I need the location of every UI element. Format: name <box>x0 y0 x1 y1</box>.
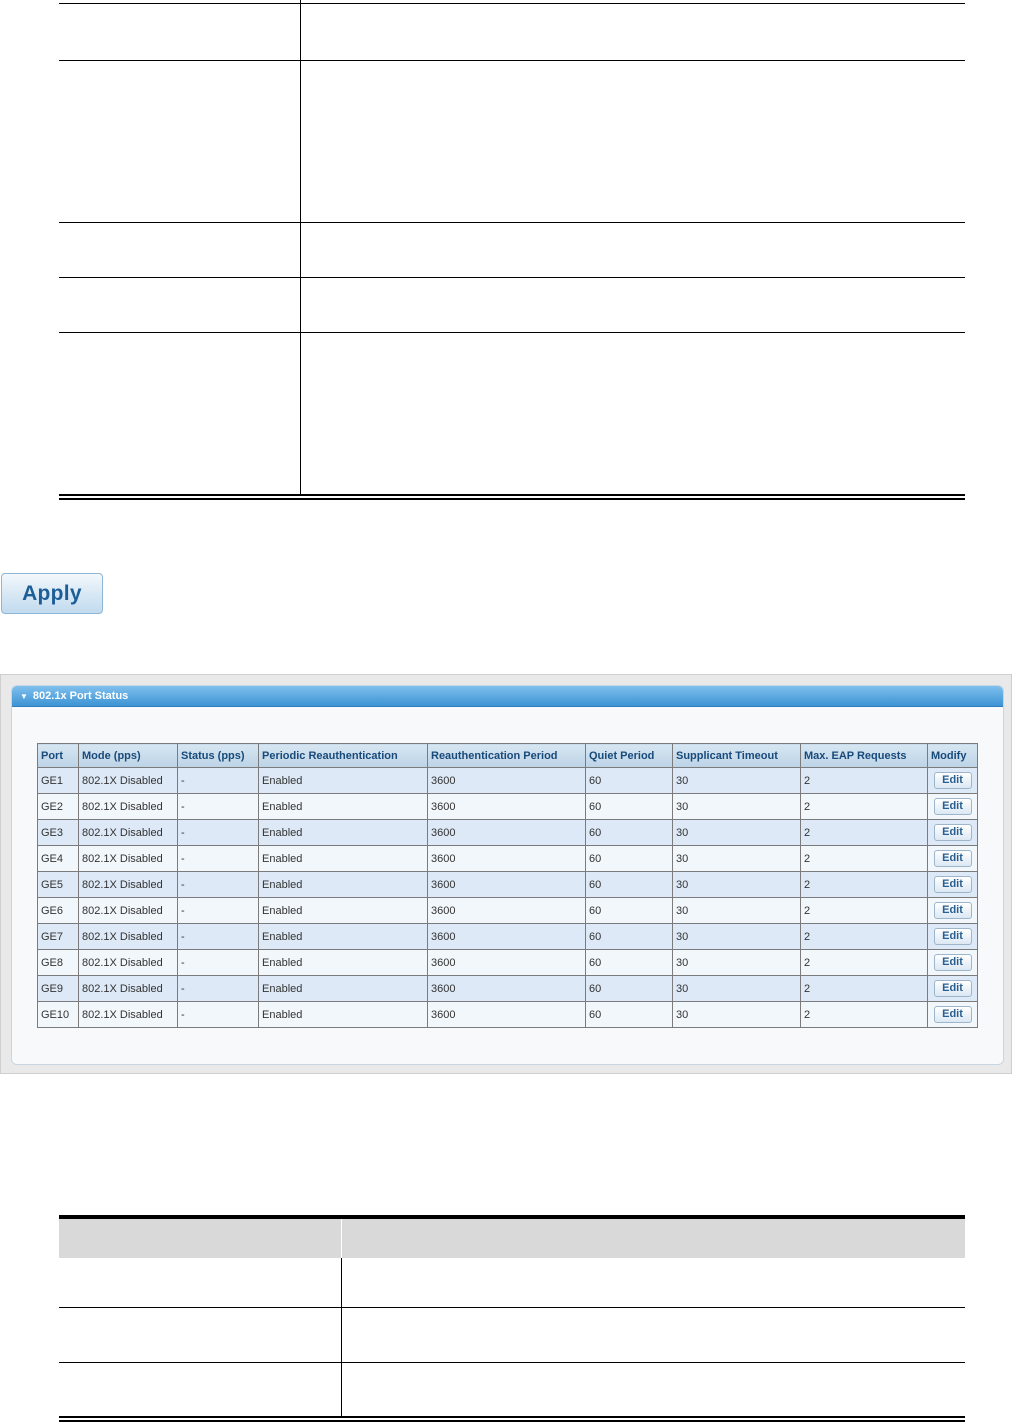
object-description-table-top <box>59 0 965 500</box>
reauth-period-cell: 3600 <box>428 924 586 950</box>
supplicant-timeout-cell: 30 <box>673 976 801 1002</box>
edit-button[interactable]: Edit <box>934 798 972 815</box>
quiet-period-cell: 60 <box>586 898 673 924</box>
mode-cell: 802.1X Disabled <box>79 872 178 898</box>
column-header: Quiet Period <box>586 744 673 768</box>
reauth-period-cell: 3600 <box>428 794 586 820</box>
table-row <box>38 872 978 898</box>
port-cell: GE9 <box>38 976 79 1002</box>
column-header: Max. EAP Requests <box>801 744 928 768</box>
column-header: Status (pps) <box>178 744 259 768</box>
quiet-period-cell: 60 <box>586 872 673 898</box>
max-eap-cell: 2 <box>801 872 928 898</box>
max-eap-cell: 2 <box>801 1002 928 1028</box>
status-cell: - <box>178 898 259 924</box>
periodic-reauth-cell: Enabled <box>259 794 428 820</box>
supplicant-timeout-cell: 30 <box>673 820 801 846</box>
periodic-reauth-cell: Enabled <box>259 898 428 924</box>
panel-header[interactable] <box>12 686 1003 707</box>
port-cell: GE3 <box>38 820 79 846</box>
modify-cell <box>928 872 978 898</box>
edit-button[interactable]: Edit <box>934 980 972 997</box>
supplicant-timeout-cell: 30 <box>673 872 801 898</box>
status-cell: - <box>178 872 259 898</box>
table-row <box>38 924 978 950</box>
table-rule <box>59 1362 965 1363</box>
table-bottom-rule <box>59 494 965 500</box>
edit-button[interactable]: Edit <box>934 1006 972 1023</box>
reauth-period-cell: 3600 <box>428 872 586 898</box>
collapse-triangle-icon[interactable]: ▼ <box>20 691 28 701</box>
periodic-reauth-cell: Enabled <box>259 950 428 976</box>
quiet-period-cell: 60 <box>586 950 673 976</box>
modify-cell <box>928 898 978 924</box>
modify-cell <box>928 846 978 872</box>
max-eap-cell: 2 <box>801 820 928 846</box>
status-cell: - <box>178 950 259 976</box>
quiet-period-cell: 60 <box>586 846 673 872</box>
periodic-reauth-cell: Enabled <box>259 872 428 898</box>
modify-cell <box>928 820 978 846</box>
status-cell: - <box>178 820 259 846</box>
supplicant-timeout-cell: 30 <box>673 768 801 794</box>
port-cell: GE1 <box>38 768 79 794</box>
status-cell: - <box>178 1002 259 1028</box>
panel-title: 802.1x Port Status <box>32 690 129 702</box>
periodic-reauth-cell: Enabled <box>259 846 428 872</box>
port-cell: GE5 <box>38 872 79 898</box>
max-eap-cell: 2 <box>801 924 928 950</box>
table-row <box>38 898 978 924</box>
apply-button[interactable]: Apply <box>1 573 103 614</box>
periodic-reauth-cell: Enabled <box>259 924 428 950</box>
table-row <box>38 820 978 846</box>
column-header: Reauthentication Period <box>428 744 586 768</box>
edit-button[interactable]: Edit <box>934 954 972 971</box>
modify-cell <box>928 950 978 976</box>
supplicant-timeout-cell: 30 <box>673 898 801 924</box>
status-cell: - <box>178 924 259 950</box>
mode-cell: 802.1X Disabled <box>79 794 178 820</box>
modify-cell <box>928 1002 978 1028</box>
quiet-period-cell: 60 <box>586 924 673 950</box>
quiet-period-cell: 60 <box>586 1002 673 1028</box>
table-rule <box>59 277 965 278</box>
edit-button[interactable]: Edit <box>934 772 972 789</box>
column-header: Port <box>38 744 79 768</box>
column-divider <box>300 0 301 496</box>
mode-cell: 802.1X Disabled <box>79 846 178 872</box>
mode-cell: 802.1X Disabled <box>79 1002 178 1028</box>
table-header-row <box>38 744 978 768</box>
column-header: Supplicant Timeout <box>673 744 801 768</box>
quiet-period-cell: 60 <box>586 820 673 846</box>
periodic-reauth-cell: Enabled <box>259 1002 428 1028</box>
port-cell: GE8 <box>38 950 79 976</box>
max-eap-cell: 2 <box>801 794 928 820</box>
supplicant-timeout-cell: 30 <box>673 1002 801 1028</box>
port-status-screenshot <box>0 674 1012 1074</box>
reauth-period-cell: 3600 <box>428 950 586 976</box>
quiet-period-cell: 60 <box>586 768 673 794</box>
port-cell: GE6 <box>38 898 79 924</box>
max-eap-cell: 2 <box>801 768 928 794</box>
table-bottom-rule <box>59 1416 965 1422</box>
reauth-period-cell: 3600 <box>428 820 586 846</box>
table-row <box>38 768 978 794</box>
edit-button[interactable]: Edit <box>934 928 972 945</box>
mode-cell: 802.1X Disabled <box>79 820 178 846</box>
supplicant-timeout-cell: 30 <box>673 950 801 976</box>
supplicant-timeout-cell: 30 <box>673 924 801 950</box>
mode-cell: 802.1X Disabled <box>79 976 178 1002</box>
max-eap-cell: 2 <box>801 976 928 1002</box>
edit-button[interactable]: Edit <box>934 850 972 867</box>
periodic-reauth-cell: Enabled <box>259 768 428 794</box>
table-row <box>38 1002 978 1028</box>
column-header: Periodic Reauthentication <box>259 744 428 768</box>
mode-cell: 802.1X Disabled <box>79 950 178 976</box>
table-rule <box>59 3 965 4</box>
header-divider <box>341 1219 342 1258</box>
edit-button[interactable]: Edit <box>934 824 972 841</box>
modify-cell <box>928 976 978 1002</box>
mode-cell: 802.1X Disabled <box>79 768 178 794</box>
max-eap-cell: 2 <box>801 950 928 976</box>
reauth-period-cell: 3600 <box>428 768 586 794</box>
port-cell: GE4 <box>38 846 79 872</box>
port-status-panel <box>11 685 1004 1065</box>
periodic-reauth-cell: Enabled <box>259 976 428 1002</box>
table-rule <box>59 222 965 223</box>
port-cell: GE2 <box>38 794 79 820</box>
object-description-table-bottom <box>59 1215 965 1423</box>
table-rule <box>59 332 965 333</box>
quiet-period-cell: 60 <box>586 794 673 820</box>
max-eap-cell: 2 <box>801 846 928 872</box>
reauth-period-cell: 3600 <box>428 898 586 924</box>
table-rule <box>59 60 965 61</box>
table-rule <box>59 1307 965 1308</box>
modify-cell <box>928 924 978 950</box>
column-divider <box>341 1258 342 1416</box>
status-cell: - <box>178 768 259 794</box>
port-cell: GE10 <box>38 1002 79 1028</box>
status-cell: - <box>178 794 259 820</box>
status-cell: - <box>178 976 259 1002</box>
port-status-table <box>37 743 978 1028</box>
table-row <box>38 976 978 1002</box>
edit-button[interactable]: Edit <box>934 876 972 893</box>
modify-cell <box>928 768 978 794</box>
modify-cell <box>928 794 978 820</box>
reauth-period-cell: 3600 <box>428 846 586 872</box>
max-eap-cell: 2 <box>801 898 928 924</box>
periodic-reauth-cell: Enabled <box>259 820 428 846</box>
column-header: Mode (pps) <box>79 744 178 768</box>
quiet-period-cell: 60 <box>586 976 673 1002</box>
mode-cell: 802.1X Disabled <box>79 898 178 924</box>
table-row <box>38 794 978 820</box>
supplicant-timeout-cell: 30 <box>673 846 801 872</box>
table-row <box>38 846 978 872</box>
reauth-period-cell: 3600 <box>428 976 586 1002</box>
port-cell: GE7 <box>38 924 79 950</box>
reauth-period-cell: 3600 <box>428 1002 586 1028</box>
supplicant-timeout-cell: 30 <box>673 794 801 820</box>
table-row <box>38 950 978 976</box>
column-header: Modify <box>928 744 978 768</box>
table-header <box>59 1215 965 1258</box>
status-cell: - <box>178 846 259 872</box>
edit-button[interactable]: Edit <box>934 902 972 919</box>
mode-cell: 802.1X Disabled <box>79 924 178 950</box>
panel-body <box>12 707 1003 1064</box>
